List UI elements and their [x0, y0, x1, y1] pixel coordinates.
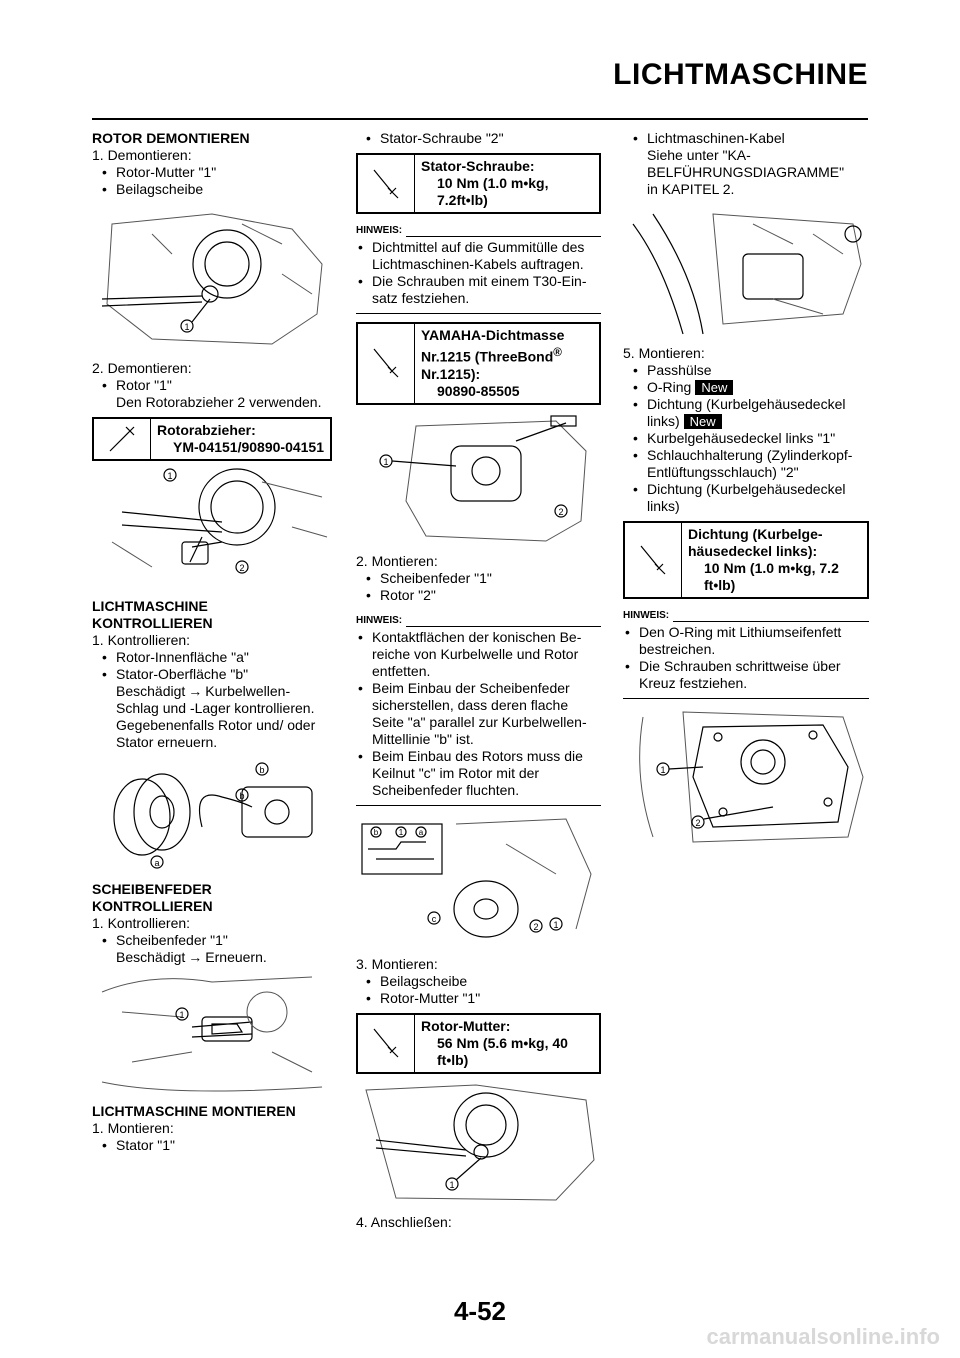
section-title-line2: KONTROLLIEREN: [92, 898, 213, 914]
step-1: 1. Montieren:: [92, 1120, 174, 1136]
torque-wrench-icon: [358, 155, 415, 212]
callout: 1: [179, 1010, 185, 1020]
new-badge: New: [695, 380, 733, 395]
bullet: • Rotor "2": [356, 587, 601, 604]
bullet: • Rotor-Mutter "1": [356, 990, 601, 1007]
bullet-detail: Gegebenenfalls Rotor und/ oder: [116, 717, 316, 733]
spec-box-rotorabzieher: [92, 417, 332, 461]
bullet-detail: [623, 413, 869, 430]
bullet: • Beilagscheibe: [92, 181, 332, 198]
sealant-icon: [358, 324, 415, 403]
note-bullet: • Dichtmittel auf die Gummitülle des Lichtmaschinen-Kabels auftragen.: [356, 239, 601, 273]
section-title-lichtmaschine-montieren: LICHTMASCHINE MONTIEREN: [92, 1103, 296, 1119]
figure-woodruff-key: [92, 972, 332, 1097]
bullet-detail: Schlag und -Lager kontrollieren.: [116, 700, 315, 716]
spec-label: Nr.1215):: [421, 365, 481, 382]
title-rule: [92, 118, 868, 120]
step-3: 3. Montieren:: [356, 955, 438, 972]
arrow-right-icon: →: [188, 949, 203, 965]
spec-box-dichtung: [623, 521, 869, 599]
note-box: [356, 612, 601, 806]
note-box: [623, 607, 869, 699]
note-heading: HINWEIS:: [623, 610, 670, 621]
bullet: • Rotor "1": [92, 377, 332, 394]
callout: a: [418, 827, 424, 837]
bullet: • Kurbelgehäusedeckel links "1": [623, 430, 869, 447]
spec-value: ft•lb): [437, 1051, 469, 1068]
callout: 1: [167, 471, 173, 481]
bullet-detail: Stator erneuern.: [116, 734, 218, 750]
torque-wrench-icon: [358, 1015, 415, 1072]
bullet: • Scheibenfeder "1": [356, 570, 601, 587]
bullet-detail: in KAPITEL 2.: [647, 181, 735, 197]
spec-label: Rotor-Mutter:: [421, 1017, 511, 1034]
torque-wrench-icon: [625, 523, 682, 597]
step-2: 2. Montieren:: [356, 552, 438, 569]
bullet: • Rotor-Mutter "1": [92, 164, 332, 181]
page-title: LICHTMASCHINE: [613, 58, 868, 91]
text: Nr.1215 (ThreeBond: [421, 348, 554, 365]
bullet: • Stator "1": [92, 1137, 332, 1154]
step-1: 1. Kontrollieren:: [92, 632, 191, 648]
figure-rotor-nut: [92, 204, 332, 354]
section-title-lichtmaschine-kontrollieren: LICHTMASCHINE: [92, 598, 208, 614]
figure-rotor-keyway: [356, 814, 601, 950]
registered-mark: ®: [553, 346, 562, 359]
callout: 2: [533, 921, 539, 932]
callout: 1: [383, 456, 389, 467]
callout: b: [373, 827, 379, 837]
bullet: • Stator-Schraube "2": [356, 130, 601, 147]
text: links): [647, 413, 680, 429]
callout: b: [259, 765, 265, 775]
section-title-line2: KONTROLLIEREN: [92, 615, 213, 631]
column-3: [623, 130, 869, 853]
figure-rotor-stator: [92, 757, 332, 875]
spec-label: Dichtung (Kurbelge-: [688, 526, 823, 542]
figure-rotor-puller: [92, 467, 332, 592]
bullet: • Passhülse: [623, 362, 869, 379]
text: O-Ring: [647, 379, 692, 395]
note-bullet: • Den O-Ring mit Lithiumseifenfett bestreichen.: [623, 624, 869, 658]
bullet-detail: BELFÜHRUNGSDIAGRAMME": [647, 164, 845, 180]
column-2: [356, 130, 601, 1231]
bullet: • Scheibenfeder "1": [92, 932, 332, 949]
spec-value: 10 Nm (1.0 m•kg, 7.2: [704, 560, 839, 576]
bullet: [623, 379, 869, 396]
spec-value: 90890-85505: [437, 382, 520, 399]
spec-value: 7.2ft•lb): [437, 192, 488, 208]
note-bullet: • Die Schrauben mit einem T30-Ein-satz festziehen.: [356, 273, 601, 307]
section-title-rotor-demontieren: ROTOR DEMONTIEREN: [92, 130, 250, 146]
bullet: • Rotor-Innenfläche "a": [92, 649, 332, 666]
spec-box-dichtmasse: [356, 322, 601, 405]
callout: 2: [558, 506, 564, 517]
step-2: 2. Demontieren:: [92, 360, 192, 376]
bullet-detail: Den Rotorabzieher 2 verwenden.: [116, 394, 322, 410]
bullet: • Lichtmaschinen-Kabel: [623, 130, 869, 147]
note-heading: HINWEIS:: [356, 614, 403, 626]
spec-label: [421, 344, 593, 366]
spec-label: Stator-Schraube:: [421, 158, 535, 174]
watermark: carmanualsonline.info: [706, 1324, 940, 1349]
note-bullet: • Die Schrauben schrittweise über Kreuz festziehen.: [623, 658, 869, 692]
step-5: 5. Montieren:: [623, 345, 705, 361]
column-1: [92, 130, 332, 1154]
callout: c: [431, 913, 437, 924]
spec-box-rotor-mutter: [356, 1013, 601, 1074]
figure-frame-cable: [623, 204, 869, 339]
text: Kurbelwellen-: [205, 683, 291, 699]
new-badge: New: [684, 414, 722, 429]
note-box: [356, 222, 601, 314]
bullet: • Schlauchhalterung (Zylinderkopf-: [623, 447, 869, 464]
wrench-icon: [94, 419, 151, 459]
bullet: • Stator-Oberfläche "b": [92, 666, 332, 683]
bullet: • Dichtung (Kurbelgehäusedeckel: [623, 481, 869, 498]
callout: 2: [239, 563, 245, 573]
callout: b: [239, 791, 245, 801]
text: Erneuern.: [205, 949, 267, 965]
note-bullet: • Beim Einbau des Rotors muss die Keilnut "c" im Rotor mit der Scheibenfeder fluchten.: [356, 748, 601, 799]
step-1: 1. Kontrollieren:: [92, 915, 191, 931]
callout: a: [154, 858, 160, 868]
bullet-detail: Entlüftungsschlauch) "2": [647, 464, 799, 480]
bullet: • Beilagscheibe: [356, 973, 601, 990]
note-heading: HINWEIS:: [356, 225, 403, 236]
bullet-detail: [92, 949, 332, 966]
figure-stator-sealant: [356, 411, 601, 547]
spec-value: ft•lb): [704, 577, 736, 593]
note-bullet: • Kontaktflächen der konischen Be-reiche von Kurbelwelle und Rotor entfetten.: [356, 629, 601, 680]
callout: 1: [660, 765, 666, 775]
bullet-detail: [92, 683, 332, 700]
figure-rotor-nut-install: [356, 1080, 601, 1208]
spec-label: Rotorabzieher:: [157, 422, 256, 438]
bullet-detail: Siehe unter "KA-: [647, 147, 751, 163]
spec-box-stator-schraube: [356, 153, 601, 214]
spec-label: häusedeckel links):: [688, 543, 818, 559]
callout: 2: [695, 818, 701, 828]
callout: 1: [184, 322, 190, 332]
callout: 1: [553, 919, 559, 930]
note-bullet: • Beim Einbau der Scheibenfeder sicherstellen, dass deren flache Seite "a" parallel zur Kurbelwellen-Mittellinie "b" ist.: [356, 680, 601, 748]
spec-label: YAMAHA-Dichtmasse: [421, 327, 565, 343]
spec-value: YM-04151/90890-04151: [173, 439, 325, 455]
step-4: 4. Anschließen:: [356, 1213, 452, 1230]
text: Beschädigt: [116, 949, 186, 965]
callout: 1: [398, 827, 404, 837]
bullet: • Dichtung (Kurbelgehäusedeckel: [623, 396, 869, 413]
step-1: 1. Demontieren:: [92, 147, 192, 163]
callout: 1: [449, 1179, 455, 1190]
spec-value: 10 Nm (1.0 m•kg,: [437, 175, 549, 191]
page-number: 4-52: [453, 1296, 507, 1326]
text: Beschädigt: [116, 683, 186, 699]
figure-crankcase-cover: [623, 707, 869, 847]
section-title-scheibenfeder: SCHEIBENFEDER: [92, 881, 212, 897]
arrow-right-icon: →: [188, 683, 203, 699]
spec-value: 56 Nm (5.6 m•kg, 40: [437, 1034, 568, 1051]
bullet-detail: links): [647, 498, 680, 514]
